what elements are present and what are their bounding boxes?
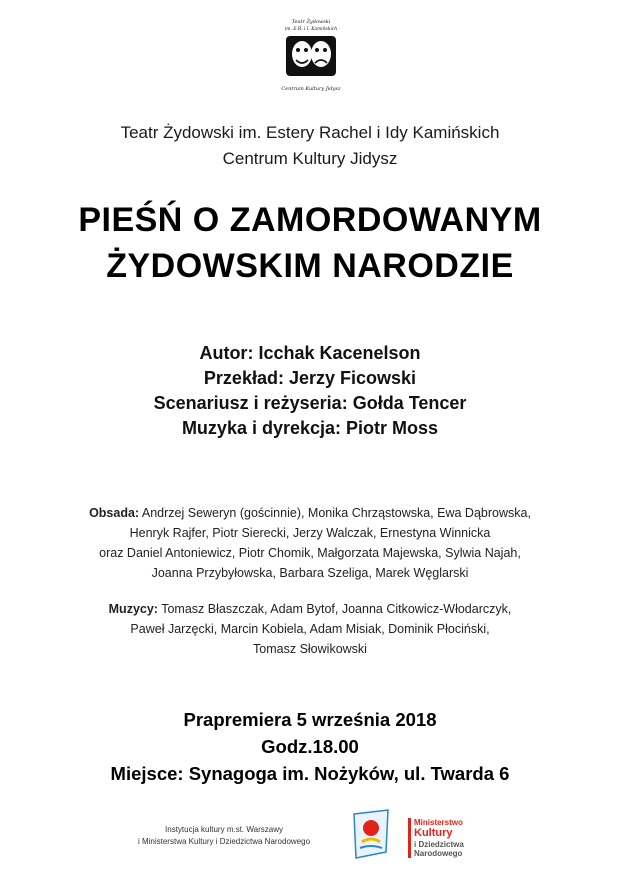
svg-text:Centrum Kultury Jidysz: Centrum Kultury Jidysz — [281, 86, 341, 92]
organizer-line-2: Centrum Kultury Jidysz — [222, 149, 398, 168]
theatre-logo — [268, 14, 354, 100]
cast-line-3: oraz Daniel Antoniewicz, Piotr Chomik, Małgorzata Majewska, Sylwia Najah, — [99, 546, 521, 560]
cast-line-1 — [0, 503, 620, 523]
cast-names: Andrzej Seweryn (gościnnie), Monika Chrząstowska, Ewa Dąbrowska, — [141, 506, 531, 520]
organizer-block — [0, 120, 620, 172]
footer-line-1: Instytucja kultury m.st. Warszawy — [165, 825, 283, 834]
musicians-line-2: Paweł Jarzęcki, Marcin Kobiela, Adam Misiak, Dominik Płociński, — [130, 622, 490, 636]
cast-line-2: Henryk Rajfer, Piotr Sierecki, Jerzy Walczak, Ernestyna Winnicka — [129, 526, 491, 540]
theatre-masks-icon — [268, 14, 354, 100]
footer-line-2: i Ministerstwa Kultury i Dziedzictwa Narodowego — [137, 837, 311, 846]
credit-role: Przekład: — [203, 368, 284, 388]
credit-name: Gołda Tencer — [352, 393, 467, 413]
premiere-date: Prapremiera 5 września 2018 — [183, 709, 437, 730]
credit-name: Icchak Kacenelson — [258, 343, 421, 363]
ministry-line-4: Narodowego — [414, 849, 463, 858]
credit-music — [0, 416, 620, 441]
ministry-line-2: Kultury — [414, 827, 453, 839]
musicians-line-1 — [0, 599, 620, 619]
credit-direction — [0, 391, 620, 416]
cast-block — [0, 503, 620, 583]
musicians-names: Tomasz Błaszczak, Adam Bytof, Joanna Citkowicz-Włodarczyk, — [161, 602, 512, 616]
credit-role: Autor: — [199, 343, 254, 363]
svg-text:im. E.R. i I. Kamińskich: im. E.R. i I. Kamińskich — [284, 27, 338, 32]
event-info — [0, 706, 620, 787]
ministry-logo — [408, 816, 498, 862]
cast-line-4: Joanna Przybyłowska, Barbara Szeliga, Marek Węglarski — [151, 566, 469, 580]
ministry-logo-bar — [408, 818, 411, 858]
footer-institution-text — [98, 824, 350, 848]
organizer-line-1: Teatr Żydowski im. Estery Rachel i Idy Kamińskich — [120, 123, 500, 142]
credit-name: Piotr Moss — [346, 418, 439, 438]
title-line-2: ŻYDOWSKIM NARODZIE — [106, 247, 514, 285]
credit-translation — [0, 366, 620, 391]
cast-label: Obsada: — [89, 506, 140, 520]
credit-role: Muzyka i dyrekcja: — [181, 418, 342, 438]
credit-name: Jerzy Ficowski — [288, 368, 417, 388]
musicians-block — [0, 599, 620, 659]
warsaw-city-logo — [348, 808, 394, 862]
ministry-line-1: Ministerstwo — [414, 818, 463, 827]
svg-text:Teatr Żydowski: Teatr Żydowski — [291, 19, 331, 25]
event-time: Godz.18.00 — [261, 736, 359, 757]
ministry-line-3: i Dziedzictwa — [414, 840, 464, 849]
credit-author — [0, 341, 620, 366]
event-venue: Miejsce: Synagoga im. Nożyków, ul. Twarda 6 — [110, 763, 510, 784]
warsaw-city-logo-icon — [348, 808, 394, 862]
title-line-1: PIEŚŃ O ZAMORDOWANYM — [78, 201, 542, 239]
page-title — [0, 197, 620, 289]
credit-role: Scenariusz i reżyseria: — [153, 393, 348, 413]
musicians-line-3: Tomasz Słowikowski — [253, 642, 367, 656]
credits-block — [0, 341, 620, 441]
musicians-label: Muzycy: — [108, 602, 158, 616]
